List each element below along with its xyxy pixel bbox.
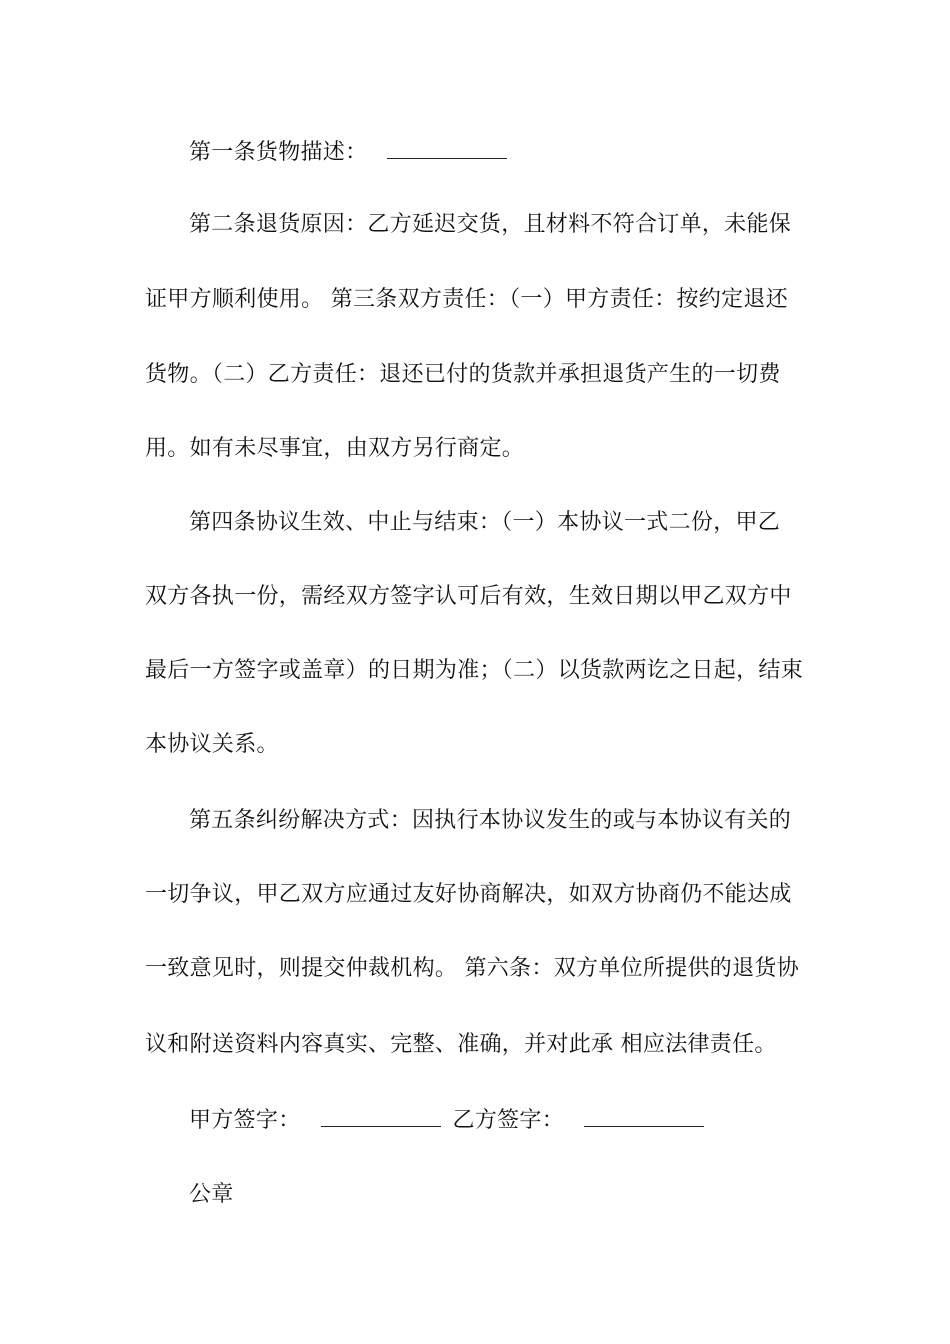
paragraph-4-line-1: 第五条纠纷解决方式：因执行本协议发生的或与本协议有关的 — [189, 808, 792, 833]
paragraph-2-line-4: 用。如有未尽事宜，由双方另行商定。 — [145, 436, 525, 461]
paragraph-4-line-2: 一切争议，甲乙双方应通过友好协商解决，如双方协商仍不能达成 — [145, 882, 792, 907]
paragraph-4-line-4: 议和附送资料内容真实、完整、准确，并对此承 相应法律责任。 — [145, 1032, 777, 1057]
paragraph-2-line-3: 货物。（二）乙方责任：退还已付的货款并承担退货产生的一切费 — [145, 362, 781, 387]
article-1-line — [189, 138, 815, 168]
paragraph-3-line-3: 最后一方签字或盖章）的日期为准；（二）以货款两讫之日起，结束 — [145, 658, 804, 683]
paragraph-2-line-1: 第二条退货原因：乙方延迟交货，且材料不符合订单，未能保 — [189, 212, 792, 237]
paragraph-3-line-4: 本协议关系。 — [145, 732, 279, 757]
party-b-signature-blank — [584, 1108, 704, 1127]
party-a-signature-label: 甲方签字： — [189, 1108, 301, 1133]
party-b-signature-label: 乙方签字： — [452, 1108, 565, 1133]
signature-line — [189, 1106, 815, 1136]
party-a-signature-blank — [321, 1108, 441, 1127]
seal-label: 公章 — [189, 1182, 234, 1207]
paragraph-2-line-2: 证甲方顺利使用。 第三条双方责任：（一）甲方责任：按约定退还 — [145, 287, 788, 312]
paragraph-4-line-3: 一致意见时，则提交仲裁机构。 第六条：双方单位所提供的退货协 — [145, 956, 799, 981]
paragraph-3-line-2: 双方各执一份，需经双方签字认可后有效，生效日期以甲乙双方中 — [145, 584, 792, 609]
paragraph-3-line-1: 第四条协议生效、中止与结束：（一）本协议一式二份，甲乙 — [189, 510, 781, 535]
goods-description-blank — [387, 140, 507, 159]
article-1-label: 第一条货物描述： — [189, 140, 368, 165]
